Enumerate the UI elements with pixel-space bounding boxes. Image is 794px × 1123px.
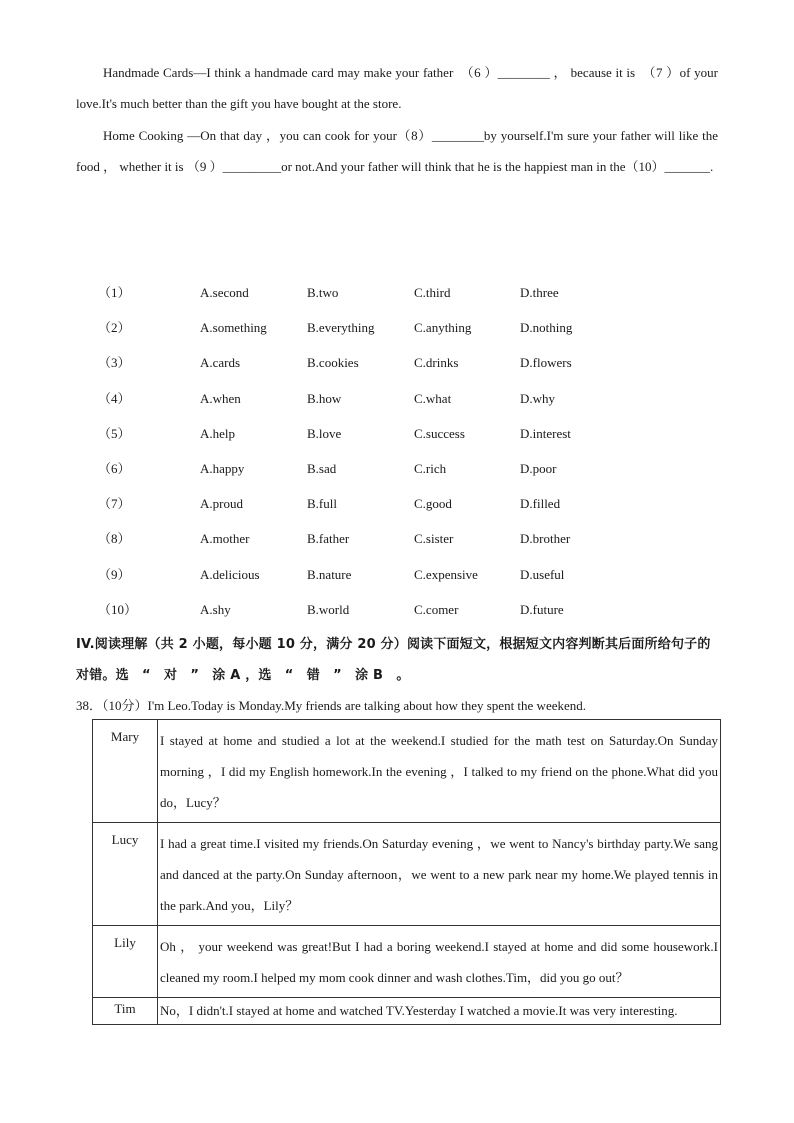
option-row <box>0 283 794 303</box>
option-c: C.third <box>414 285 451 300</box>
question-number: （3） <box>98 355 131 371</box>
option-b: B.how <box>307 390 342 406</box>
option-row <box>0 424 794 444</box>
section-heading: IV.阅读理解（共 2 小题，每小题 10 分，满分 20 分）阅读下面短文，根据短文内容判断其后面所给句子的对错。选 “ 对 ” 涂 A ，选 “ 错 ” 涂 B 。 <box>76 637 711 683</box>
option-d: D.nothing <box>520 320 573 336</box>
option-b: B.full <box>307 496 337 512</box>
question-number: （9） <box>98 566 131 582</box>
option-a: A.something <box>200 320 267 336</box>
speaker-name: Lucy <box>93 823 158 926</box>
option-d: D.future <box>520 601 564 617</box>
table-row <box>93 998 721 1025</box>
option-b: B.nature <box>307 566 352 582</box>
speaker-name: Lily <box>93 926 158 998</box>
speaker-name: Mary <box>93 720 158 823</box>
question-number: （1） <box>98 285 131 300</box>
speaker-text: Oh ， your weekend was great!But I had a boring weekend.I stayed at home and did some housework.I cleaned my room.I helped my mom cook dinner and wash clothes.Tim，did you go out？ <box>158 926 721 998</box>
table-row <box>93 720 721 823</box>
table-row <box>93 926 721 998</box>
option-b: B.two <box>307 285 339 300</box>
option-a: A.when <box>200 390 241 406</box>
table-row <box>93 823 721 926</box>
weekend-table <box>92 719 721 1025</box>
speaker-name: Tim <box>93 998 158 1025</box>
option-d: D.brother <box>520 531 571 547</box>
option-row <box>0 529 794 549</box>
question-number: （8） <box>98 531 131 547</box>
option-row <box>0 353 794 373</box>
option-d: D.why <box>520 390 556 406</box>
paragraph-text: Home Cooking —On that day ，you can cook for your（8）________by yourself.I'm sure your father will like the food ， whether it is （9 ）_________or not.And your father will think that he is the happiest man in the（10）_______. <box>76 128 718 174</box>
question-number: （10） <box>98 601 138 617</box>
option-c: C.success <box>414 425 465 441</box>
option-row <box>0 318 794 338</box>
option-row <box>0 459 794 479</box>
option-b: B.sad <box>307 461 337 476</box>
passage-paragraph-handmade-cards <box>76 57 718 119</box>
option-a: A.mother <box>200 531 250 547</box>
option-d: D.flowers <box>520 355 572 371</box>
option-b: B.everything <box>307 320 375 336</box>
option-a: A.second <box>200 285 249 300</box>
question-number: （4） <box>98 390 131 406</box>
option-d: D.poor <box>520 461 557 476</box>
option-a: A.proud <box>200 496 243 512</box>
option-c: C.comer <box>414 601 459 617</box>
option-c: C.rich <box>414 461 447 476</box>
option-c: C.good <box>414 496 452 512</box>
paragraph-text: Handmade Cards—I think a handmade card may make your father （6 ）________ ， because it is （7 ）of your love.It's much better than the gift you have bought at the store. <box>76 65 718 111</box>
option-a: A.happy <box>200 461 245 476</box>
option-d: D.filled <box>520 496 561 512</box>
speaker-text: I stayed at home and studied a lot at the weekend.I studied for the math test on Saturday.On Sunday morning ，I did my English homework.In the evening ，I talked to my friend on the phone.What did you do，Lucy？ <box>158 720 721 823</box>
option-a: A.delicious <box>200 566 260 582</box>
option-b: B.father <box>307 531 350 547</box>
option-c: C.drinks <box>414 355 459 371</box>
option-b: B.love <box>307 425 342 441</box>
option-a: A.cards <box>200 355 241 371</box>
question-number: （2） <box>98 320 131 336</box>
option-row <box>0 565 794 585</box>
option-row <box>0 600 794 620</box>
option-c: C.expensive <box>414 566 478 582</box>
speaker-text: No，I didn't.I stayed at home and watched TV.Yesterday I watched a movie.It was very interesting. <box>158 998 721 1025</box>
option-b: B.world <box>307 601 350 617</box>
option-c: C.sister <box>414 531 454 547</box>
option-b: B.cookies <box>307 355 359 371</box>
question-intro: 38．（10分）I'm Leo.Today is Monday.My friends are talking about how they spent the weekend. <box>76 698 587 713</box>
option-a: A.help <box>200 425 236 441</box>
option-c: C.anything <box>414 320 472 336</box>
question-number: （6） <box>98 461 131 476</box>
speaker-text: I had a great time.I visited my friends.On Saturday evening ，we went to Nancy's birthday party.We sang and danced at the party.On Sunday afternoon，we went to a new park near my home.We played tennis in the park.And you，Lily？ <box>158 823 721 926</box>
option-d: D.useful <box>520 566 565 582</box>
passage-paragraph-home-cooking <box>76 120 718 182</box>
option-c: C.what <box>414 390 452 406</box>
option-d: D.three <box>520 285 559 300</box>
option-a: A.shy <box>200 601 231 617</box>
option-d: D.interest <box>520 425 571 441</box>
option-row <box>0 494 794 514</box>
question-number: （5） <box>98 425 131 441</box>
question-number: （7） <box>98 496 131 512</box>
option-row <box>0 389 794 409</box>
